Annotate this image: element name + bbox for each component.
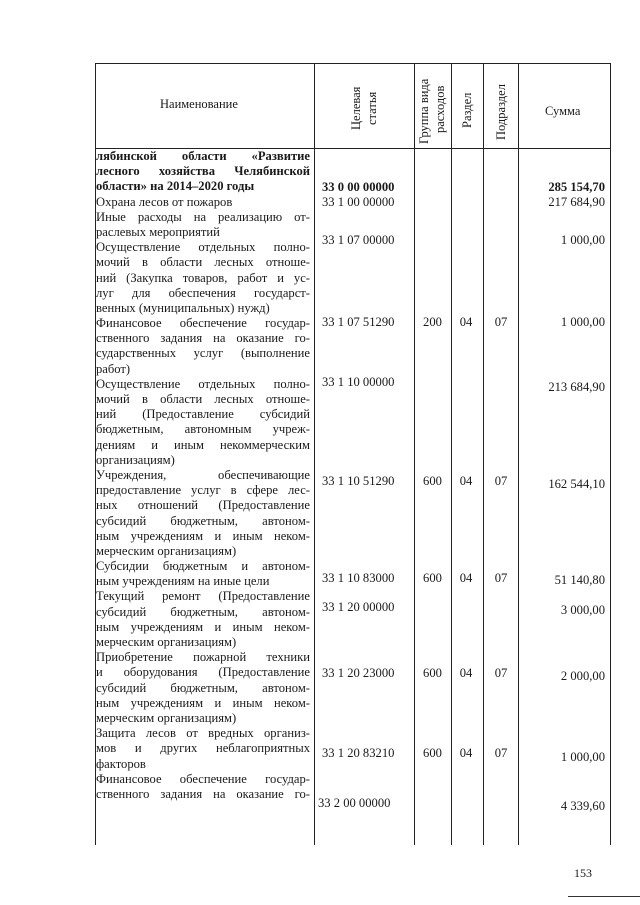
name-line: субсидий бюджетным, автоном- (96, 604, 310, 619)
row-subsection: 07 (494, 666, 508, 680)
row-code: 33 1 00 00000 (322, 195, 395, 209)
header-target-line1: Целевая (349, 86, 363, 130)
row-code: 33 1 20 23000 (322, 666, 395, 680)
row-code: 33 1 07 51290 (322, 315, 395, 329)
row-code: 33 1 20 83210 (322, 746, 395, 760)
name-line: и оборудования (Предоставление (96, 665, 310, 680)
name-line: организациям) (96, 452, 175, 467)
column-border-subsection (518, 63, 519, 845)
name-line: ственного задания на оказание го- (96, 331, 310, 346)
name-line: Иные расходы на реализацию от- (96, 209, 310, 224)
row-group: 600 (423, 666, 442, 680)
header-target-line2: статья (365, 91, 379, 125)
row-code: 33 1 07 00000 (322, 233, 395, 247)
name-line: ным учреждениям и иным неком- (96, 528, 310, 543)
row-group: 600 (423, 746, 442, 760)
row-sum: 1 000,00 (560, 315, 605, 329)
name-line: Приобретение пожарной техники (96, 650, 310, 665)
column-border-group (451, 63, 452, 845)
name-line: мерческим организациям) (96, 543, 237, 558)
name-line: лябинской области «Развитие (96, 149, 310, 163)
row-code: 33 2 00 00000 (318, 796, 391, 810)
column-border-right (610, 63, 611, 845)
name-line: раслевых мероприятий (96, 224, 220, 239)
row-group: 200 (423, 315, 442, 329)
header-group-line2: расходов (433, 85, 447, 133)
name-line: субсидий бюджетным, автоном- (96, 513, 310, 528)
name-line: работ) (96, 361, 131, 376)
row-sum: 213 684,90 (548, 380, 605, 394)
name-line: мерческим организациям) (96, 710, 237, 725)
name-line: Субсидии бюджетным и автоном- (96, 559, 310, 574)
name-column (96, 149, 310, 802)
header-group-line1: Группа вида (417, 78, 431, 144)
row-code: 33 1 10 51290 (322, 474, 395, 488)
row-code: 33 1 10 00000 (322, 375, 395, 389)
row-section: 04 (459, 746, 473, 760)
name-line: Финансовое обеспечение государ- (96, 771, 310, 786)
name-line: мочий в области лесных отноше- (96, 255, 310, 270)
column-border-code (414, 63, 415, 845)
name-line: ным учреждениям и иным неком- (96, 695, 310, 710)
name-line: ний (Закупка товаров, работ и ус- (96, 270, 310, 285)
row-sum: 1 000,00 (560, 750, 605, 764)
name-line: факторов (96, 756, 146, 771)
name-line: ственного задания на оказание го- (96, 786, 310, 801)
row-section: 04 (459, 571, 473, 585)
page-number: 153 (574, 866, 592, 880)
row-sum: 162 544,10 (548, 477, 605, 491)
row-sum: 4 339,60 (560, 799, 605, 813)
row-code: 33 1 10 83000 (322, 571, 395, 585)
row-group: 600 (423, 571, 442, 585)
name-line: ным учреждениям и иным неком- (96, 619, 310, 634)
row-sum: 217 684,90 (548, 195, 605, 209)
page-edge-line (568, 896, 640, 897)
row-subsection: 07 (494, 571, 508, 585)
name-line: ний (Предоставление субсидий (96, 407, 310, 422)
name-line: ных отношений (Предоставление (96, 498, 310, 513)
header-subsection: Подраздел (494, 84, 508, 140)
table-top-border (95, 63, 611, 64)
name-line: мерческим организациям) (96, 635, 237, 649)
name-line: Учреждения, обеспечивающие (96, 467, 310, 482)
column-border-section (483, 63, 484, 845)
row-section: 04 (459, 315, 473, 329)
header-name: Наименование (160, 97, 238, 111)
row-section: 04 (459, 666, 473, 680)
row-code: 33 1 20 00000 (322, 600, 395, 614)
row-sum: 3 000,00 (560, 603, 605, 617)
name-line: дениям и иным некоммерческим (96, 437, 310, 452)
name-line: Осуществление отдельных полно- (96, 376, 310, 391)
column-border-name (314, 63, 315, 845)
row-subsection: 07 (494, 315, 508, 329)
row-code: 33 0 00 00000 (322, 180, 395, 194)
name-line: предоставление услуг в сфере лес- (96, 483, 310, 498)
name-line: Охрана лесов от пожаров (96, 194, 233, 209)
row-sum: 2 000,00 (560, 669, 605, 683)
name-line: сударственных услуг (выполнение (96, 346, 310, 361)
name-line: мочий в области лесных отноше- (96, 392, 310, 406)
header-sum: Сумма (545, 104, 581, 118)
row-sum: 285 154,70 (548, 180, 605, 194)
name-line: Текущий ремонт (Предоставление (96, 589, 310, 604)
name-line: Финансовое обеспечение государ- (96, 316, 310, 331)
header-section: Раздел (460, 92, 474, 128)
name-line: Осуществление отдельных полно- (96, 240, 310, 255)
name-line: ным учреждениям на иные цели (96, 574, 270, 589)
row-sum: 51 140,80 (554, 573, 605, 587)
row-section: 04 (459, 474, 473, 488)
name-line: субсидий бюджетным, автоном- (96, 680, 310, 695)
row-subsection: 07 (494, 474, 508, 488)
name-line: венных (муниципальных) нужд) (96, 300, 270, 315)
row-subsection: 07 (494, 746, 508, 760)
name-line: Защита лесов от вредных организ- (96, 726, 310, 741)
row-group: 600 (423, 474, 442, 488)
name-line: бюджетным, автономным учреж- (96, 422, 310, 437)
name-line: лесного хозяйства Челябинской (96, 164, 310, 179)
row-sum: 1 000,00 (560, 233, 605, 247)
name-line: мов и других неблагоприятных (96, 741, 310, 756)
name-line: луг для обеспечения государст- (96, 285, 310, 300)
name-line: области» на 2014–2020 годы (96, 179, 255, 194)
